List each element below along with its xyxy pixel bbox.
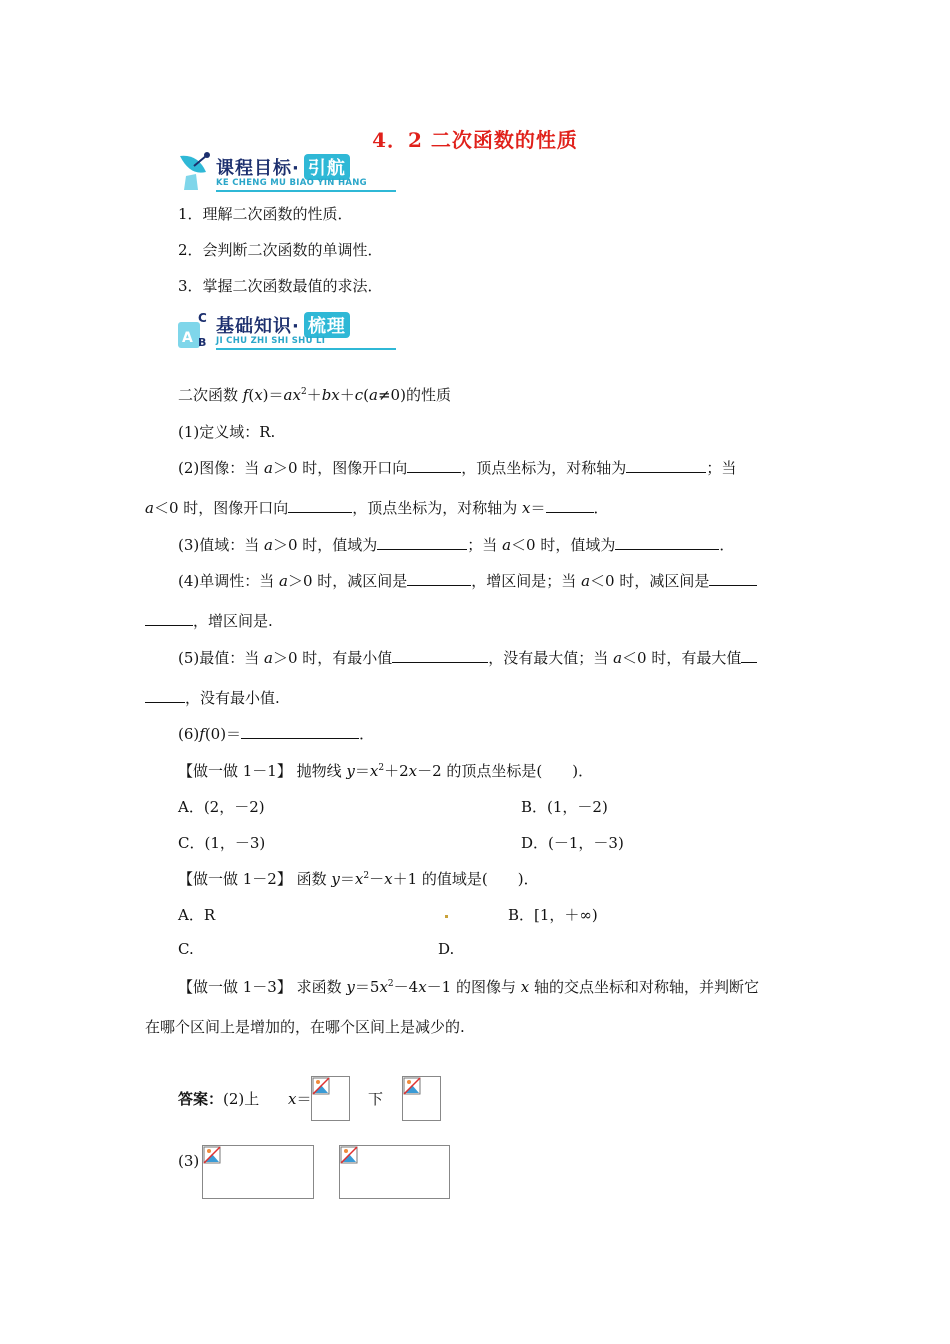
exercise-1-3-line2: 在哪个区间上是增加的，在哪个区间上是减少的.	[145, 1018, 465, 1036]
stray-mark	[445, 915, 448, 918]
svg-text:A: A	[182, 330, 193, 346]
property-monotonicity-line1: (4)单调性：当 a＞0 时，减区间是 ，增区间是；当 a＜0 时，减区间是	[178, 570, 757, 591]
property-graph-line2: a＜0 时，图像开口向 ，顶点坐标为，对称轴为 x＝ ．	[145, 499, 609, 517]
property-monotonicity-line2: ，增区间是.	[145, 610, 273, 631]
property-extremum-line1: (5)最值：当 a＞0 时，有最小值 ，没有最大值；当 a＜0 时，有最大值	[178, 647, 757, 668]
option-c: C.	[178, 940, 194, 958]
answer-part-3: (3)	[178, 1152, 200, 1170]
answer-down: 下	[368, 1090, 384, 1108]
exercise-1-1: 【做一做 1－1】 抛物线 $y=x^2+2x-2$ 的顶点坐标是( )．	[178, 762, 594, 780]
goal-item: 1．理解二次函数的性质．	[178, 205, 353, 223]
banner-course-goals	[176, 150, 406, 198]
exercise-1-3-line1: 【做一做 1－3】 求函数 $y=5x^2-4x-1$ 的图像与 x 轴的交点坐标和对称轴，并判断它	[178, 978, 759, 996]
banner-subtitle: KE CHENG MU BIAO YIN HANG	[216, 178, 367, 188]
broken-image-placeholder	[202, 1145, 314, 1199]
broken-image-placeholder	[339, 1145, 450, 1199]
property-f0: (6)f(0)＝ ．	[178, 725, 375, 743]
option-d: D.	[438, 940, 455, 958]
svg-text:B: B	[198, 336, 207, 349]
option-a: A．(2，－2)	[178, 798, 265, 816]
banner-underline	[216, 190, 396, 192]
answer-x: x＝	[288, 1090, 312, 1108]
option-d: D．(－1，－3)	[521, 834, 624, 852]
banner-title: 课程目标· 引航	[216, 154, 350, 180]
broken-image-icon	[203, 1146, 221, 1164]
property-graph-line1: (2)图像：当 a＞0 时，图像开口向 ，顶点坐标为，对称轴为 ；当	[178, 459, 737, 477]
property-domain: (1)定义域：R.	[178, 423, 276, 441]
broken-image-icon	[340, 1146, 358, 1164]
option-b: B．(1，－2)	[521, 798, 608, 816]
goal-item: 2．会判断二次函数的单调性．	[178, 241, 383, 259]
banner-subtitle: JI CHU ZHI SHI SHU LI	[216, 336, 326, 346]
broken-image-icon	[312, 1077, 330, 1095]
option-b: B．[1，＋∞)	[508, 906, 598, 924]
exercise-1-2: 【做一做 1－2】 函数 $y=x^2-x+1$ 的值域是( )．	[178, 870, 539, 888]
goal-item: 3．掌握二次函数最值的求法．	[178, 277, 383, 295]
broken-image-icon	[403, 1077, 421, 1095]
svg-text:C: C	[198, 311, 207, 325]
option-a: A．R	[178, 906, 216, 924]
property-range: (3)值域：当 a＞0 时，值域为 ；当 a＜0 时，值域为 ．	[178, 536, 735, 554]
page-title: 4．2 二次函数的性质	[372, 128, 578, 152]
broken-image-placeholder	[311, 1076, 350, 1121]
broken-image-placeholder	[402, 1076, 441, 1121]
banner-basic-knowledge	[176, 308, 406, 356]
abc-blocks-icon	[176, 308, 218, 352]
banner-title: 基础知识· 梳理	[216, 312, 350, 338]
answer-line: 答案：(2)上	[178, 1090, 260, 1108]
property-extremum-line2: ，没有最小值.	[145, 687, 280, 708]
intro-line: 二次函数 $f(x)=ax^2+bx+c(a\ne 0)$的性质	[178, 386, 451, 404]
option-c: C．(1，－3)	[178, 834, 266, 852]
banner-underline	[216, 348, 396, 350]
satellite-dish-icon	[176, 150, 218, 194]
